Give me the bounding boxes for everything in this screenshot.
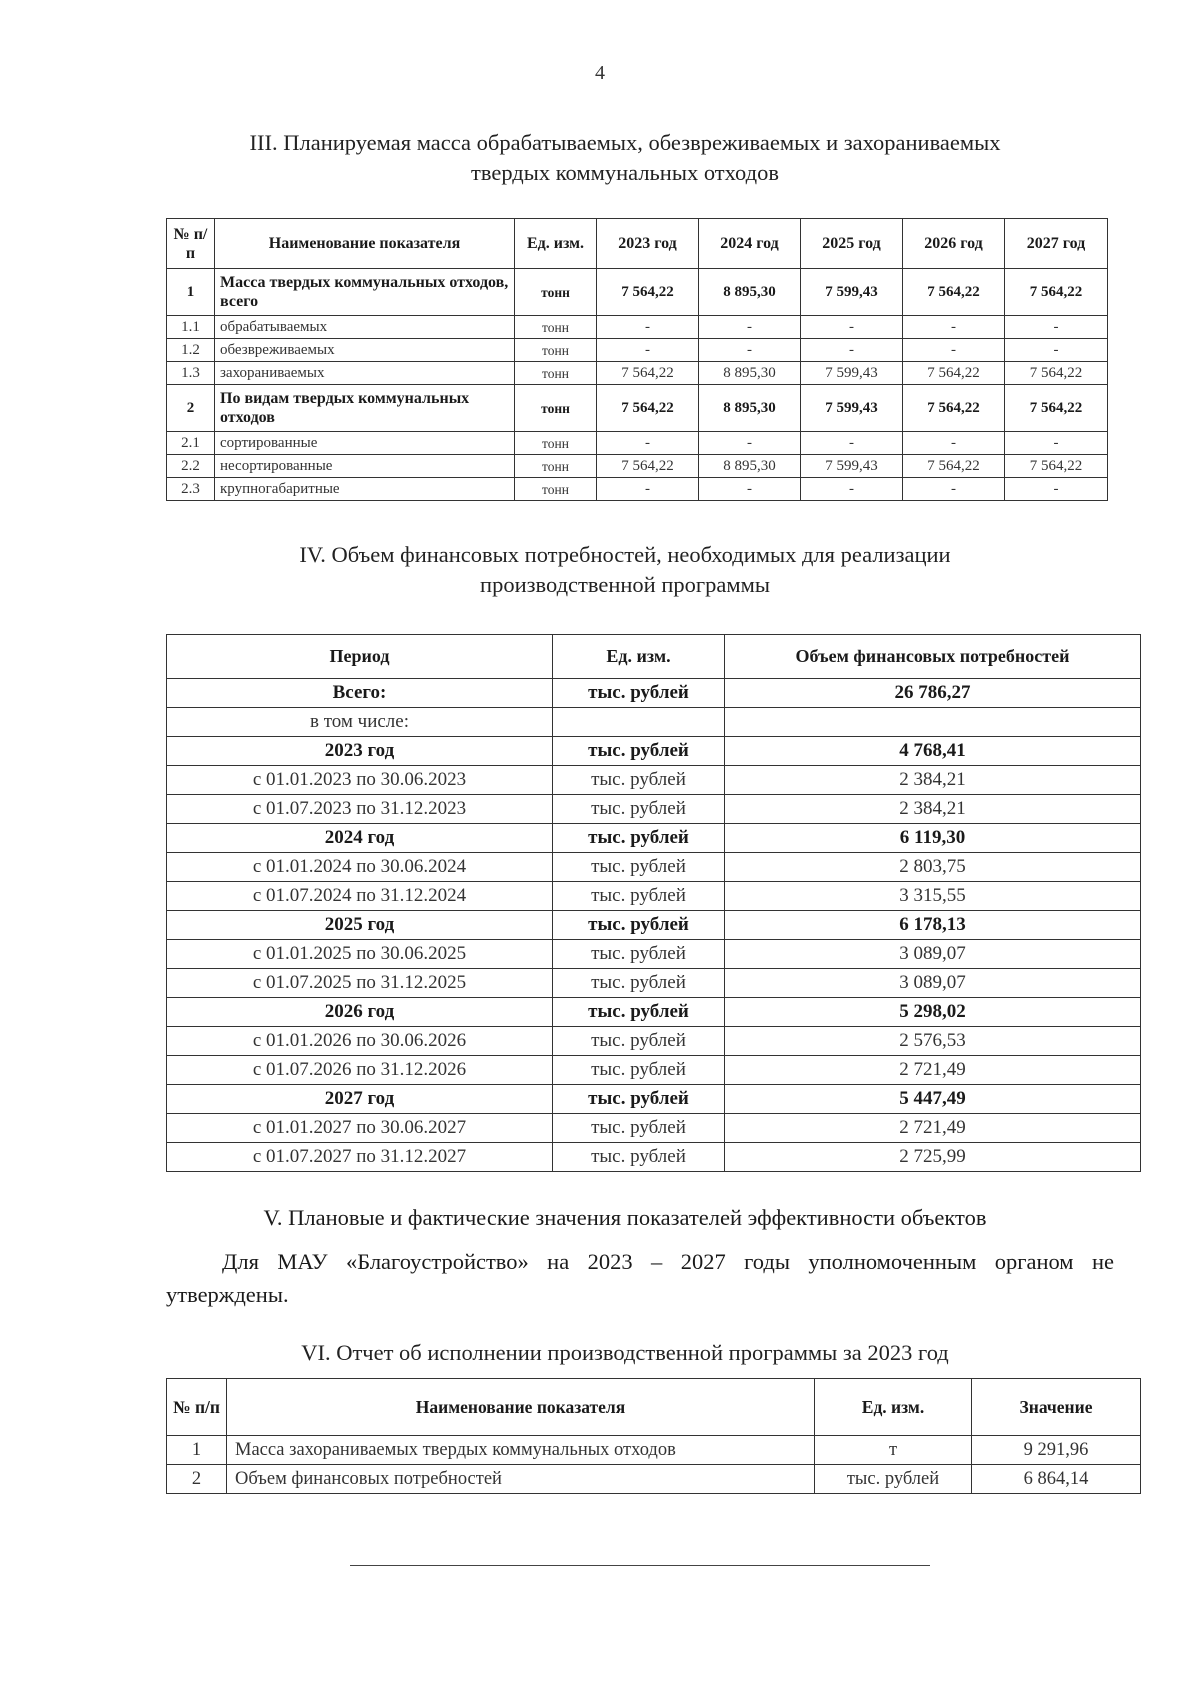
year-value: 7 564,22 xyxy=(1005,362,1108,385)
section4-title xyxy=(150,540,1100,600)
col-header-name: Наименование показателя xyxy=(215,219,515,269)
amount-cell: 2 384,21 xyxy=(725,795,1141,824)
year-value: 7 564,22 xyxy=(1005,455,1108,478)
table-row xyxy=(167,385,1108,432)
table-header-row xyxy=(167,635,1141,679)
col-header-value: Значение xyxy=(972,1379,1141,1436)
table-row xyxy=(167,911,1141,940)
amount-cell: 2 803,75 xyxy=(725,853,1141,882)
end-divider xyxy=(350,1565,930,1566)
unit-cell: тыс. рублей xyxy=(553,969,725,998)
year-value: - xyxy=(801,339,903,362)
amount-cell: 2 721,49 xyxy=(725,1056,1141,1085)
value-cell: 9 291,96 xyxy=(972,1436,1141,1465)
period-cell: с 01.01.2024 по 30.06.2024 xyxy=(167,853,553,882)
section4-title-line1: IV. Объем финансовых потребностей, необходимых для реализации xyxy=(299,542,951,567)
year-value: - xyxy=(597,478,699,501)
amount-cell: 2 576,53 xyxy=(725,1027,1141,1056)
unit-cell: тонн xyxy=(515,478,597,501)
year-value: - xyxy=(699,432,801,455)
table-row xyxy=(167,269,1108,316)
indicator-name: обезвреживаемых xyxy=(215,339,515,362)
section4-title-line2: производственной программы xyxy=(480,572,770,597)
year-value: - xyxy=(1005,432,1108,455)
year-value: 7 564,22 xyxy=(903,385,1005,432)
col-header-2026: 2026 год xyxy=(903,219,1005,269)
amount-cell: 4 768,41 xyxy=(725,737,1141,766)
year-value: 7 564,22 xyxy=(903,362,1005,385)
table-row xyxy=(167,1027,1141,1056)
section5-text: Для МАУ «Благоустройство» на 2023 – 2027 годы уполномоченным органом не утверждены. xyxy=(166,1249,1114,1307)
table-row xyxy=(167,1114,1141,1143)
table-row xyxy=(167,1143,1141,1172)
unit-cell: тонн xyxy=(515,362,597,385)
period-cell: 2024 год xyxy=(167,824,553,853)
table-row xyxy=(167,998,1141,1027)
waste-mass-table xyxy=(166,218,1108,501)
year-value: 7 599,43 xyxy=(801,385,903,432)
unit-cell xyxy=(553,708,725,737)
table-row xyxy=(167,882,1141,911)
unit-cell: тыс. рублей xyxy=(553,911,725,940)
value-cell: 6 864,14 xyxy=(972,1465,1141,1494)
section5-title: V. Плановые и фактические значения показателей эффективности объектов xyxy=(263,1205,987,1230)
unit-cell: тыс. рублей xyxy=(553,940,725,969)
table-row xyxy=(167,969,1141,998)
unit-cell: тыс. рублей xyxy=(553,1143,725,1172)
indicator-name: Масса твердых коммунальных отходов, всего xyxy=(215,269,515,316)
unit-cell: тонн xyxy=(515,455,597,478)
year-value: - xyxy=(1005,339,1108,362)
row-number: 1.3 xyxy=(167,362,215,385)
period-cell: с 01.01.2027 по 30.06.2027 xyxy=(167,1114,553,1143)
period-cell: Всего: xyxy=(167,679,553,708)
row-number: 2 xyxy=(167,1465,227,1494)
col-header-2025: 2025 год xyxy=(801,219,903,269)
year-value: 8 895,30 xyxy=(699,385,801,432)
unit-cell: тонн xyxy=(515,316,597,339)
year-value: 7 599,43 xyxy=(801,269,903,316)
year-value: 8 895,30 xyxy=(699,269,801,316)
unit-cell: тыс. рублей xyxy=(553,998,725,1027)
unit-cell: тыс. рублей xyxy=(553,679,725,708)
year-value: 7 564,22 xyxy=(903,455,1005,478)
col-header-unit: Ед. изм. xyxy=(515,219,597,269)
indicator-name: По видам твердых коммунальных отходов xyxy=(215,385,515,432)
period-cell: 2026 год xyxy=(167,998,553,1027)
table-row xyxy=(167,679,1141,708)
year-value: 7 564,22 xyxy=(1005,385,1108,432)
row-number: 1.2 xyxy=(167,339,215,362)
amount-cell: 5 298,02 xyxy=(725,998,1141,1027)
table-row xyxy=(167,737,1141,766)
table-row xyxy=(167,432,1108,455)
year-value: - xyxy=(801,478,903,501)
col-header-number: № п/п xyxy=(167,219,215,269)
col-header-unit: Ед. изм. xyxy=(553,635,725,679)
year-value: - xyxy=(1005,478,1108,501)
unit-cell: тыс. рублей xyxy=(553,882,725,911)
year-value: 7 564,22 xyxy=(597,269,699,316)
period-cell: с 01.07.2024 по 31.12.2024 xyxy=(167,882,553,911)
unit-cell: тыс. рублей xyxy=(553,1085,725,1114)
amount-cell: 26 786,27 xyxy=(725,679,1141,708)
financial-needs-table xyxy=(166,634,1141,1172)
indicator-name: Объем финансовых потребностей xyxy=(227,1465,815,1494)
table-row xyxy=(167,853,1141,882)
year-value: - xyxy=(801,316,903,339)
year-value: - xyxy=(903,316,1005,339)
period-cell: с 01.07.2027 по 31.12.2027 xyxy=(167,1143,553,1172)
page-number: 4 xyxy=(595,62,605,84)
year-value: - xyxy=(699,478,801,501)
table-row xyxy=(167,362,1108,385)
col-header-volume: Объем финансовых потребностей xyxy=(725,635,1141,679)
indicator-name: обрабатываемых xyxy=(215,316,515,339)
unit-cell: тыс. рублей xyxy=(553,1027,725,1056)
col-header-period: Период xyxy=(167,635,553,679)
indicator-name: сортированные xyxy=(215,432,515,455)
col-header-2027: 2027 год xyxy=(1005,219,1108,269)
year-value: - xyxy=(597,432,699,455)
year-value: 7 564,22 xyxy=(903,269,1005,316)
unit-cell: тонн xyxy=(515,269,597,316)
year-value: 7 564,22 xyxy=(597,455,699,478)
amount-cell: 3 089,07 xyxy=(725,940,1141,969)
table-row xyxy=(167,455,1108,478)
col-header-number: № п/п xyxy=(167,1379,227,1436)
year-value: - xyxy=(699,339,801,362)
period-cell: с 01.07.2025 по 31.12.2025 xyxy=(167,969,553,998)
amount-cell: 2 721,49 xyxy=(725,1114,1141,1143)
col-header-unit: Ед. изм. xyxy=(815,1379,972,1436)
year-value: 7 564,22 xyxy=(1005,269,1108,316)
unit-cell: т xyxy=(815,1436,972,1465)
indicator-name: Масса захораниваемых твердых коммунальных отходов xyxy=(227,1436,815,1465)
year-value: - xyxy=(597,339,699,362)
indicator-name: несортированные xyxy=(215,455,515,478)
table-row xyxy=(167,339,1108,362)
table-row xyxy=(167,940,1141,969)
period-cell: в том числе: xyxy=(167,708,553,737)
unit-cell: тыс. рублей xyxy=(815,1465,972,1494)
period-cell: 2027 год xyxy=(167,1085,553,1114)
table-row xyxy=(167,478,1108,501)
unit-cell: тыс. рублей xyxy=(553,766,725,795)
amount-cell: 2 725,99 xyxy=(725,1143,1141,1172)
unit-cell: тонн xyxy=(515,432,597,455)
year-value: 7 599,43 xyxy=(801,455,903,478)
year-value: 7 599,43 xyxy=(801,362,903,385)
table-row xyxy=(167,708,1141,737)
unit-cell: тонн xyxy=(515,339,597,362)
period-cell: с 01.01.2025 по 30.06.2025 xyxy=(167,940,553,969)
col-header-2024: 2024 год xyxy=(699,219,801,269)
table-row xyxy=(167,1056,1141,1085)
year-value: - xyxy=(1005,316,1108,339)
indicator-name: захораниваемых xyxy=(215,362,515,385)
year-value: 8 895,30 xyxy=(699,455,801,478)
year-value: - xyxy=(903,432,1005,455)
section3-title-line2: твердых коммунальных отходов xyxy=(471,160,779,185)
table-header-row xyxy=(167,219,1108,269)
year-value: - xyxy=(597,316,699,339)
row-number: 1 xyxy=(167,269,215,316)
row-number: 2.3 xyxy=(167,478,215,501)
amount-cell: 6 119,30 xyxy=(725,824,1141,853)
table-row xyxy=(167,795,1141,824)
period-cell: 2023 год xyxy=(167,737,553,766)
col-header-name: Наименование показателя xyxy=(227,1379,815,1436)
amount-cell: 5 447,49 xyxy=(725,1085,1141,1114)
amount-cell xyxy=(725,708,1141,737)
period-cell: с 01.01.2023 по 30.06.2023 xyxy=(167,766,553,795)
year-value: - xyxy=(903,339,1005,362)
period-cell: с 01.01.2026 по 30.06.2026 xyxy=(167,1027,553,1056)
period-cell: с 01.07.2023 по 31.12.2023 xyxy=(167,795,553,824)
section6-title: VI. Отчет об исполнении производственной программы за 2023 год xyxy=(301,1340,949,1365)
row-number: 1 xyxy=(167,1436,227,1465)
indicator-name: крупногабаритные xyxy=(215,478,515,501)
table-row xyxy=(167,766,1141,795)
section3-title-line1: III. Планируемая масса обрабатываемых, обезвреживаемых и захораниваемых xyxy=(249,130,1001,155)
row-number: 2 xyxy=(167,385,215,432)
amount-cell: 3 089,07 xyxy=(725,969,1141,998)
amount-cell: 6 178,13 xyxy=(725,911,1141,940)
table-row xyxy=(167,824,1141,853)
row-number: 2.2 xyxy=(167,455,215,478)
unit-cell: тонн xyxy=(515,385,597,432)
program-report-table xyxy=(166,1378,1141,1494)
table-row xyxy=(167,1436,1141,1465)
table-row xyxy=(167,316,1108,339)
period-cell: с 01.07.2026 по 31.12.2026 xyxy=(167,1056,553,1085)
year-value: 7 564,22 xyxy=(597,362,699,385)
year-value: - xyxy=(903,478,1005,501)
unit-cell: тыс. рублей xyxy=(553,737,725,766)
row-number: 2.1 xyxy=(167,432,215,455)
unit-cell: тыс. рублей xyxy=(553,824,725,853)
section3-title xyxy=(150,128,1100,188)
unit-cell: тыс. рублей xyxy=(553,853,725,882)
unit-cell: тыс. рублей xyxy=(553,1114,725,1143)
table-row xyxy=(167,1085,1141,1114)
year-value: 8 895,30 xyxy=(699,362,801,385)
period-cell: 2025 год xyxy=(167,911,553,940)
amount-cell: 3 315,55 xyxy=(725,882,1141,911)
unit-cell: тыс. рублей xyxy=(553,795,725,824)
col-header-2023: 2023 год xyxy=(597,219,699,269)
amount-cell: 2 384,21 xyxy=(725,766,1141,795)
table-row xyxy=(167,1465,1141,1494)
year-value: - xyxy=(801,432,903,455)
year-value: 7 564,22 xyxy=(597,385,699,432)
table-header-row xyxy=(167,1379,1141,1436)
unit-cell: тыс. рублей xyxy=(553,1056,725,1085)
row-number: 1.1 xyxy=(167,316,215,339)
year-value: - xyxy=(699,316,801,339)
